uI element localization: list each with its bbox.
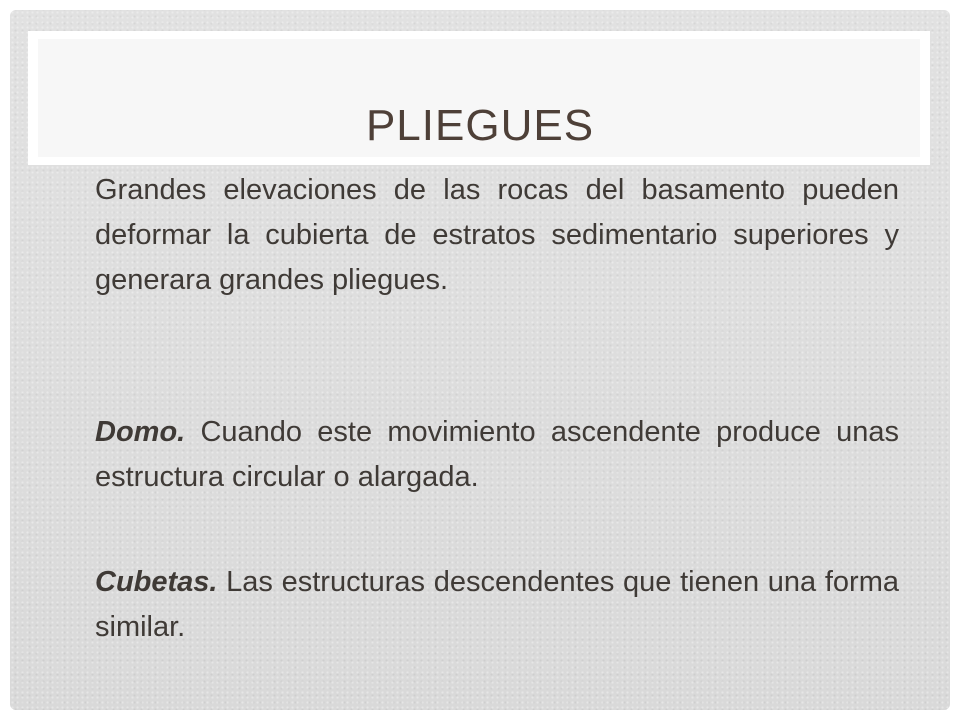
term-cubetas: Cubetas.	[95, 566, 218, 598]
term-domo: Domo.	[95, 416, 186, 448]
paragraph-cubetas	[95, 560, 899, 650]
paragraph-intro-text: Grandes elevaciones de las rocas del basamento pueden deformar la cubierta de estratos sedimentario superiores y generara grandes pliegues.	[95, 174, 899, 296]
paragraph-cubetas-text: Las estructuras descendentes que tienen una forma similar.	[95, 566, 899, 643]
paragraph-intro	[95, 168, 899, 303]
paragraph-domo-text: Cuando este movimiento ascendente produce unas estructura circular o alargada.	[95, 416, 899, 493]
slide-title: PLIEGUES	[365, 101, 595, 150]
paragraph-domo	[95, 410, 899, 500]
